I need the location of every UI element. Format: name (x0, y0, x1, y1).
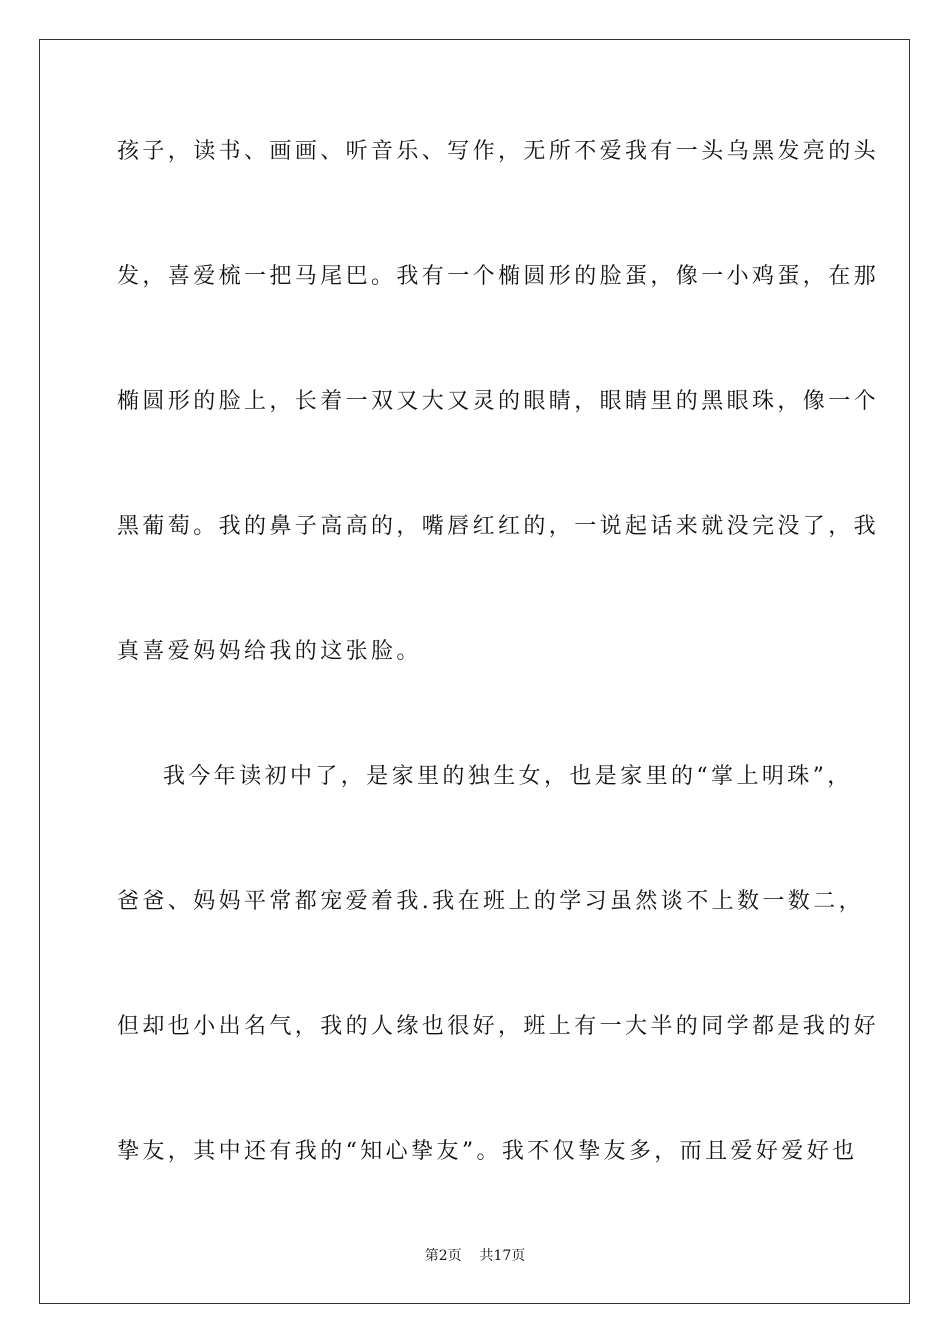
text-line: 但却也小出名气，我的人缘也很好，班上有一大半的同学都是我的好 (117, 1014, 880, 1039)
page-frame (39, 39, 910, 1304)
text-line: 爸爸、妈妈平常都宠爱着我.我在班上的学习虽然谈不上数一数二， (117, 889, 864, 914)
text-line: 真喜爱妈妈给我的这张脸。 (117, 639, 422, 664)
text-line: 发，喜爱梳一把马尾巴。我有一个椭圆形的脸蛋，像一小鸡蛋，在那 (117, 264, 880, 289)
text-line: 黑葡萄。我的鼻子高高的，嘴唇红红的，一说起话来就没完没了，我 (117, 514, 880, 539)
text-line: 挚友，其中还有我的“知心挚友”。我不仅挚友多，而且爱好爱好也 (117, 1139, 858, 1164)
page-number-footer: 第2页 共17页 (424, 1248, 526, 1264)
text-line: 我今年读初中了，是家里的独生女，也是家里的“掌上明珠”， (163, 764, 853, 789)
text-line: 椭圆形的脸上，长着一双又大又灵的眼睛，眼睛里的黑眼珠，像一个 (117, 389, 880, 414)
text-line: 孩子，读书、画画、听音乐、写作，无所不爱我有一头乌黑发亮的头 (117, 139, 880, 164)
